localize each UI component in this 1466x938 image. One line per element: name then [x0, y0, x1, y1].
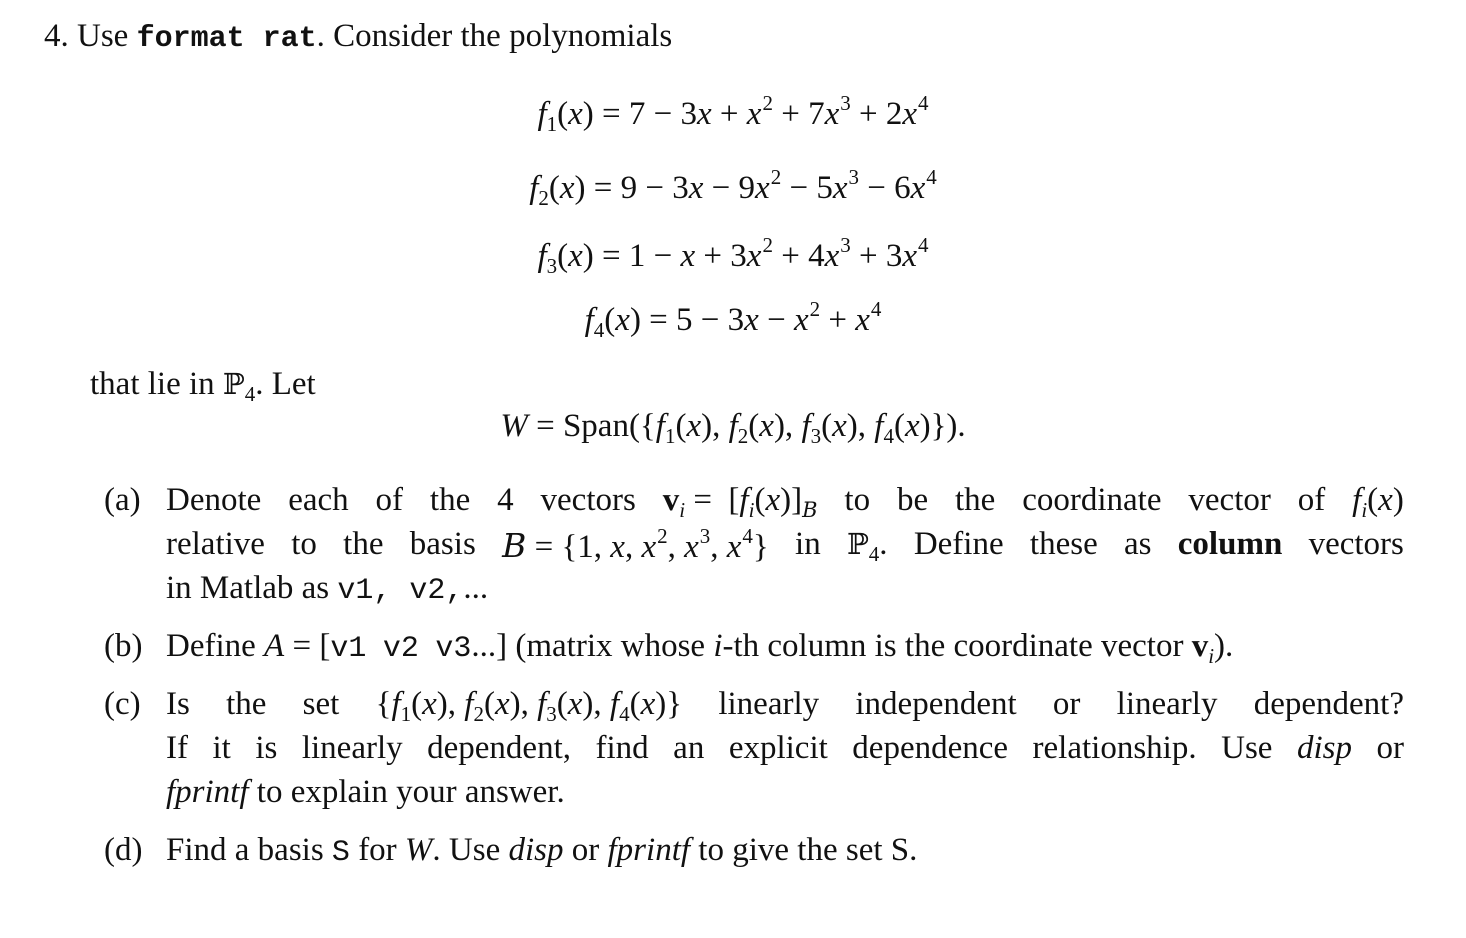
part-c-line1: Is the set {$f_1(x)$, $f_2(x)$, $f_3(x)$, $f_4(x)$} linearly independent or linearly dependent? — [166, 686, 1404, 726]
part-d-label: (d) — [104, 832, 143, 868]
problem-number: 4. — [44, 18, 69, 54]
disp-emphasis: disp — [1296, 730, 1352, 766]
equation-f1 — [0, 91, 1466, 136]
column-emphasis: column — [1177, 526, 1283, 562]
lie-in-text: that lie in ℙ$_4$. Let — [90, 366, 316, 406]
equation-f4 — [0, 297, 1466, 342]
equation-f3 — [0, 233, 1466, 278]
part-c-line3: fprintf to explain your answer. — [166, 774, 565, 810]
intro-rest: . Consider the polynomials — [316, 18, 673, 54]
part-b-label: (b) — [104, 628, 143, 664]
equation-f2 — [0, 165, 1466, 210]
part-a-line1: Denote each of the 4 vectors $v_i = [f_i(x)]_B$ to be the coordinate vector of $f_i(x)$ — [166, 482, 1404, 522]
format-rat-command: format rat — [136, 22, 317, 56]
intro-use: Use — [77, 18, 129, 54]
part-b-line1: Define A = [v1 v2 v3...] (matrix whose i-th column is the coordinate vector $v_i$). — [166, 628, 1234, 668]
equation-f1-text: $f_1(x) = 7 - 3x + x^2 + 7x^3 + 2x^4$ — [537, 91, 929, 136]
equation-f3-text: $f_3(x) = 1 - x + 3x^2 + 4x^3 + 3x^4$ — [537, 233, 929, 278]
part-a-line3: in Matlab as v1, v2,... — [166, 570, 489, 608]
part-c-line2: If it is linearly dependent, find an explicit dependence relationship. Use disp or — [166, 730, 1404, 766]
equation-f4-text: $f_4(x) = 5 - 3x - x^2 + x^4$ — [584, 297, 882, 342]
part-c-label: (c) — [104, 686, 141, 722]
equation-f2-text: $f_2(x) = 9 - 3x - 9x^2 - 5x^3 - 6x^4$ — [529, 165, 937, 210]
part-d-line1: Find a basis S for W. Use disp or fprintf to give the set S. — [166, 832, 918, 870]
part-a-label: (a) — [104, 482, 141, 518]
problem-header — [44, 18, 672, 56]
span-equation: $W = Span(\{f_1(x)$, $f_2(x)$, $f_3(x)$, $f_4(x)$}). — [500, 408, 966, 448]
part-a-line2: relative to the basis B = {1, x, $x^2$, $x^3$, $x^4$} in ℙ$_4$. Define these as column vectors — [166, 524, 1404, 566]
